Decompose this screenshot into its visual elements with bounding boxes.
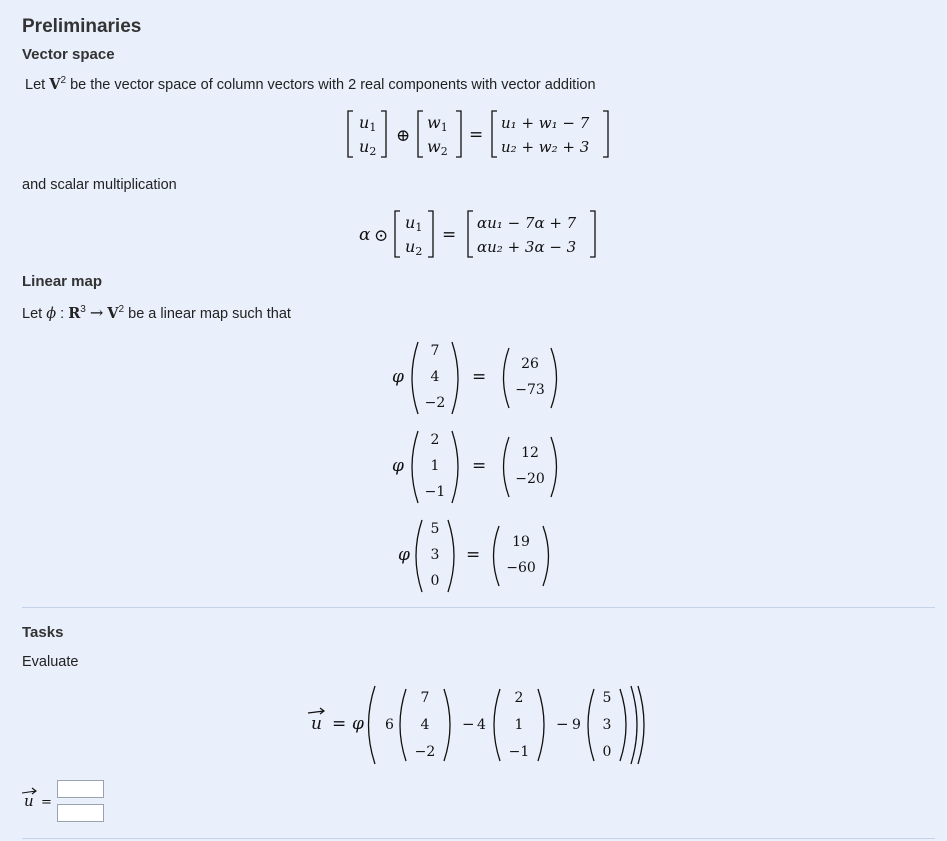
svg-text:=: =: [472, 367, 487, 387]
sum-entry: u₂ + w₂ + 3: [501, 138, 590, 156]
vector-addition-formula: [345, 108, 615, 160]
svg-text:1: 1: [514, 717, 524, 733]
svg-text:−1: −1: [424, 484, 446, 500]
svg-text:4: 4: [430, 369, 440, 385]
answer-input-2[interactable]: [57, 804, 104, 822]
answer-field-top[interactable]: [58, 782, 103, 798]
svg-text:2: 2: [430, 432, 440, 448]
svg-text:5: 5: [430, 521, 440, 537]
svg-text:7: 7: [430, 343, 440, 359]
coefficient-2: 4: [477, 717, 486, 733]
coefficient-3: 9: [572, 717, 581, 733]
scalar-mult-formula: [355, 208, 600, 260]
map-equation-1: [388, 338, 588, 418]
u-entry: u2: [405, 237, 423, 258]
w-entry: w2: [427, 137, 448, 158]
svg-text:12: 12: [521, 445, 539, 461]
svg-text:2: 2: [514, 690, 524, 706]
svg-text:3: 3: [602, 717, 612, 733]
page-title: Preliminaries: [22, 16, 142, 37]
u-entry: u2: [359, 137, 377, 158]
svg-text:−73: −73: [515, 382, 545, 398]
phi-symbol: φ: [398, 545, 410, 565]
odot-symbol: ⊙: [374, 226, 389, 246]
svg-text:−: −: [462, 715, 475, 733]
product-entry: αu₂ + 3α − 3: [477, 238, 577, 256]
sum-entry: u₁ + w₁ − 7: [501, 114, 590, 132]
svg-text:5: 5: [602, 690, 612, 706]
tasks-heading: Tasks: [22, 624, 64, 641]
svg-text:−2: −2: [424, 395, 446, 411]
product-entry: αu₁ − 7α + 7: [477, 214, 577, 232]
linear-map-intro: Let ϕ : $R^3 \to V^2$ be a linear map such that: [22, 303, 291, 322]
answer-label: [20, 786, 52, 812]
scalar-mult-text: and scalar multiplication: [22, 177, 177, 193]
alpha-symbol: α: [359, 225, 371, 245]
oplus-symbol: ⊕: [396, 126, 411, 146]
svg-text:1: 1: [430, 458, 440, 474]
section-divider: [22, 607, 935, 608]
svg-text:19: 19: [512, 534, 530, 550]
svg-text:−60: −60: [506, 560, 536, 576]
svg-text:7: 7: [420, 690, 430, 706]
vector-space-intro: Let $V^2$ be the vector space of column vectors with 2 real components with vector addition: [25, 75, 596, 93]
svg-text:=: =: [472, 456, 487, 476]
svg-text:=: =: [466, 545, 481, 565]
svg-text:=: =: [332, 714, 347, 734]
svg-text:=: =: [41, 795, 52, 810]
svg-text:4: 4: [420, 717, 430, 733]
svg-text:26: 26: [521, 356, 539, 372]
svg-text:−1: −1: [508, 744, 530, 760]
map-equation-3: [388, 516, 588, 596]
svg-text:−: −: [556, 715, 569, 733]
svg-text:=: =: [442, 225, 457, 245]
linear-map-heading: Linear map: [22, 273, 103, 290]
bottom-divider: [22, 838, 935, 839]
u-vector: u: [24, 792, 34, 810]
phi-symbol: φ: [352, 714, 364, 734]
svg-text:−20: −20: [515, 471, 545, 487]
svg-text:0: 0: [602, 744, 612, 760]
evaluate-text: Evaluate: [22, 654, 79, 670]
svg-text:3: 3: [430, 547, 440, 563]
phi-symbol: φ: [392, 367, 404, 387]
svg-text:=: =: [469, 125, 484, 145]
svg-text:−2: −2: [414, 744, 436, 760]
map-equation-2: [388, 427, 588, 507]
vector-space-heading: Vector space: [22, 46, 115, 63]
answer-input-1[interactable]: [57, 780, 104, 798]
answer-field-bottom[interactable]: [58, 806, 103, 822]
u-vector: u: [311, 714, 322, 734]
phi-symbol: φ: [392, 456, 404, 476]
u-entry: u1: [359, 113, 377, 134]
task-expression: [305, 683, 655, 767]
coefficient-1: 6: [385, 717, 394, 733]
u-entry: u1: [405, 213, 423, 234]
svg-text:0: 0: [430, 573, 440, 589]
w-entry: w1: [427, 113, 448, 134]
